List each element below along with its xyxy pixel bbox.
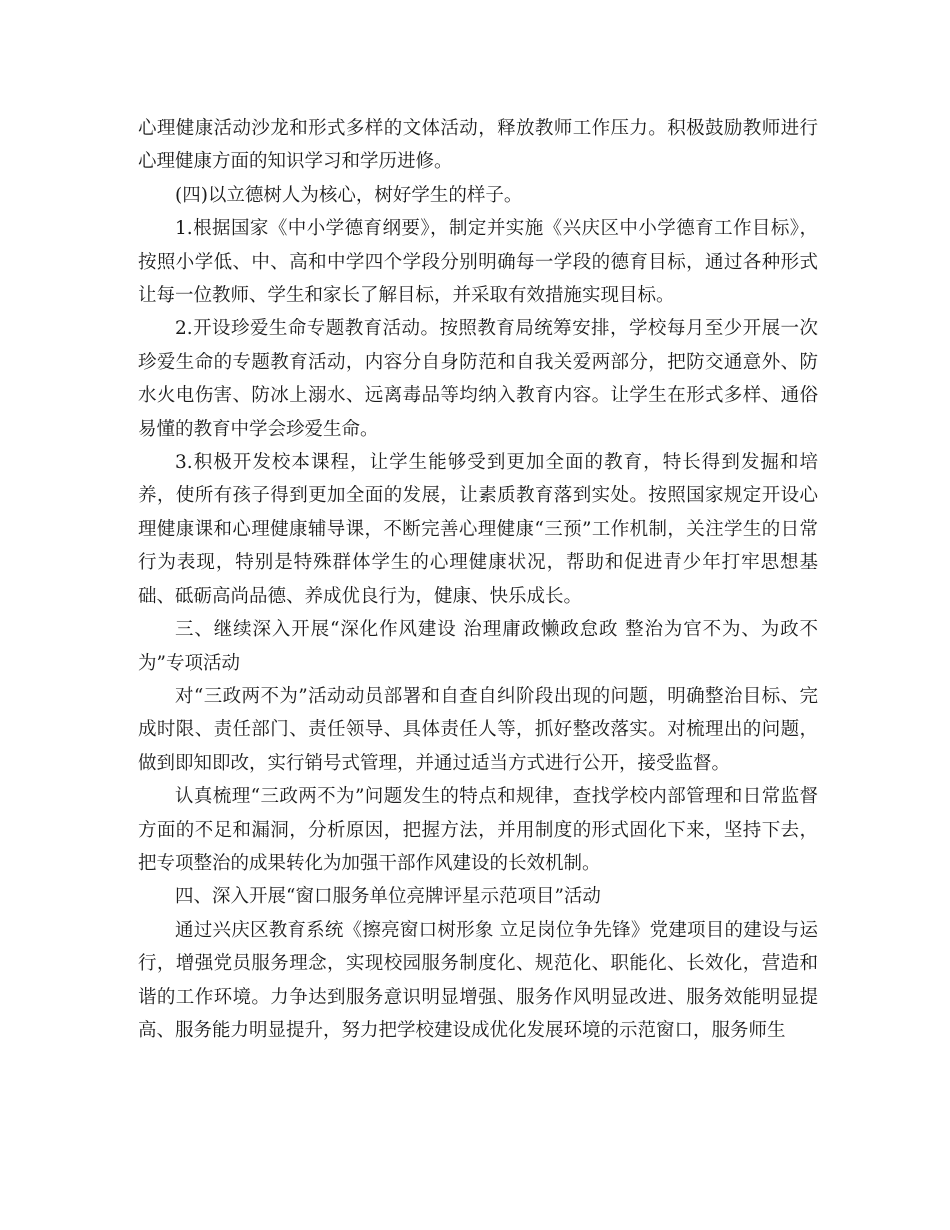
section-heading-4: 四、深入开展“窗口服务单位亮牌评星示范项目”活动 bbox=[175, 886, 601, 908]
paragraph-8: 认真梳理“三政两不为”问题发生的特点和规律，查找学校内部管理和日常监督方面的不足和漏洞，分析原因，把握方法，并用制度的形式固化下来，坚持下去，把专项整治的成果转化为加强干部作风建设的长效机制。 bbox=[138, 786, 818, 874]
paragraph-7: 对“三政两不为”活动动员部署和自查自纠阶段出现的问题，明确整治目标、完成时限、责任部门、责任领导、具体责任人等，抓好整改落实。对梳理出的问题，做到即知即改，实行销号式管理，并通过适当方式进行公开，接受监督。 bbox=[138, 685, 818, 774]
document-body bbox=[138, 112, 818, 1047]
section-heading-3: 三、继续深入开展“深化作风建设 治理庸政懒政怠政 整治为官不为、为政不为”专项活动 bbox=[138, 619, 818, 674]
paragraph-3: 1.根据国家《中小学德育纲要》，制定并实施《兴庆区中小学德育工作目标》，按照小学低、中、高和中学四个学段分别明确每一学段的德育目标，通过各种形式让每一位教师、学生和家长了解目标，并采取有效措施实现目标。 bbox=[138, 218, 818, 307]
paragraph-4: 2.开设珍爱生命专题教育活动。按照教育局统筹安排，学校每月至少开展一次珍爱生命的专题教育活动，内容分自身防范和自我关爱两部分，把防交通意外、防水火电伤害、防冰上溺水、远离毒品等均纳入教育内容。让学生在形式多样、通俗易懂的教育中学会珍爱生命。 bbox=[138, 318, 818, 440]
paragraph-5: 3.积极开发校本课程，让学生能够受到更加全面的教育，特长得到发掘和培养，使所有孩子得到更加全面的发展，让素质教育落到实处。按照国家规定开设心理健康课和心理健康辅导课，不断完善心理健康“三预”工作机制，关注学生的日常行为表现，特别是特殊群体学生的心理健康状况，帮助和促进青少年打牢思想基础、砥砺高尚品德、养成优良行为，健康、快乐成长。 bbox=[138, 452, 818, 607]
paragraph-1: 心理健康活动沙龙和形式多样的文体活动，释放教师工作压力。积极鼓励教师进行心理健康方面的知识学习和学历进修。 bbox=[138, 118, 818, 173]
paragraph-2: (四)以立德树人为核心，树好学生的样子。 bbox=[175, 184, 523, 206]
paragraph-10: 通过兴庆区教育系统《擦亮窗口树形象 立足岗位争先锋》党建项目的建设与运行，增强党员服务理念，实现校园服务制度化、规范化、职能化、长效化，营造和谐的工作环境。力争达到服务意识明显增强、服务作风明显改进、服务效能明显提高、服务能力明显提升，努力把学校建设成优化发展环境的示范窗口，服务师生 bbox=[138, 919, 818, 1041]
